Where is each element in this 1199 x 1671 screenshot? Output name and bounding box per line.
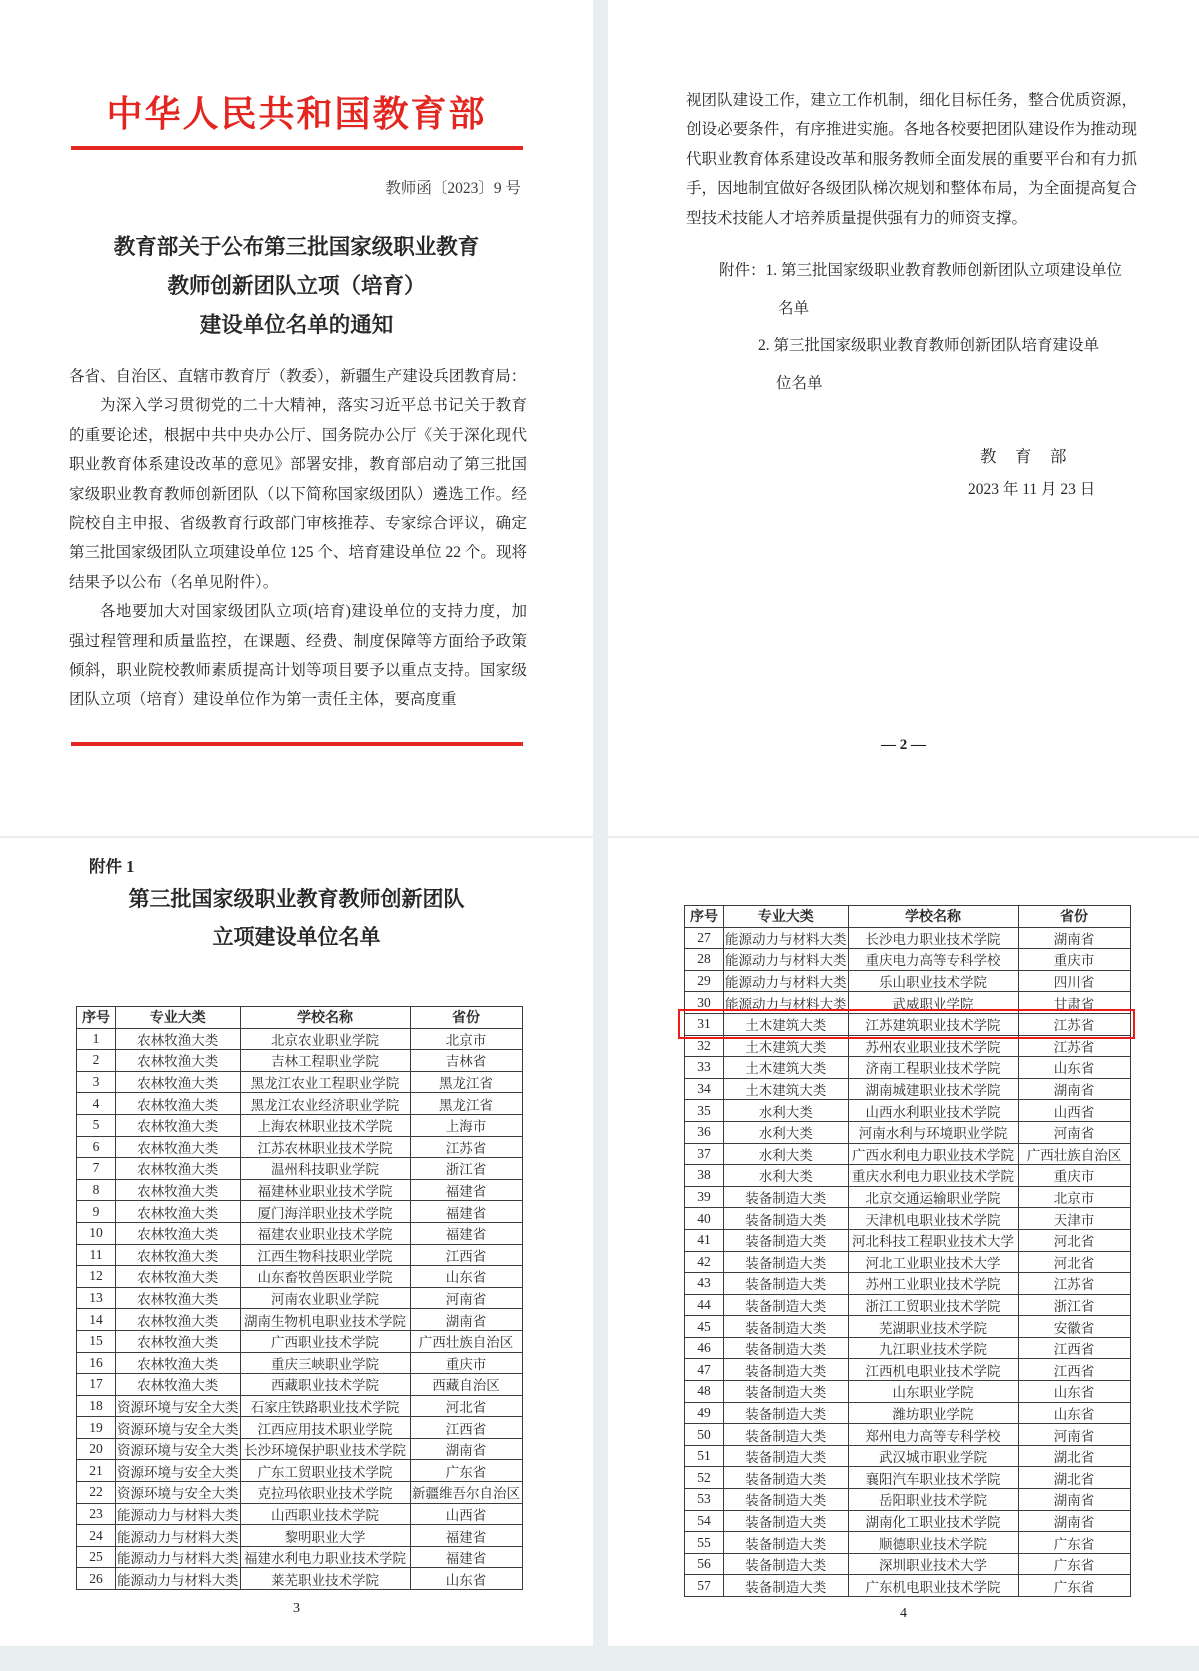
table-row: 33 土木建筑大类 济南工程职业技术学院 山东省: [685, 1057, 1131, 1079]
table-row: 31 土木建筑大类 江苏建筑职业技术学院 江苏省: [685, 1013, 1131, 1035]
table-row: 42 装备制造大类 河北工业职业技术大学 河北省: [685, 1251, 1131, 1273]
notice-title-line: 教育部关于公布第三批国家级职业教育: [113, 235, 480, 259]
notice-title: [0, 228, 593, 345]
letterhead-rule: [71, 146, 523, 150]
table-row: 55 装备制造大类 顺德职业技术学院 广东省: [685, 1532, 1131, 1554]
table-row: 52 装备制造大类 襄阳汽车职业技术学院 湖北省: [685, 1467, 1131, 1489]
units-table-p3: [76, 1006, 523, 1590]
table-row: 22 资源环境与安全大类 克拉玛依职业技术学院 新疆维吾尔自治区: [77, 1482, 523, 1504]
paragraph: 各地要加大对国家级团队立项(培育)建设单位的支持力度，加强过程管理和质量监控，在课题、经费、制度保障等方面给予政策倾斜，职业院校教师素质提高计划等项目要予以重点支持。国家级团队立项（培育）建设单位作为第一责任主体，要高度重: [69, 603, 527, 709]
page-footer-rule: [71, 742, 523, 746]
page-number: 4: [900, 1606, 907, 1621]
table-row: 17 农林牧渔大类 西藏职业技术学院 西藏自治区: [77, 1374, 523, 1396]
table-row: 36 水利大类 河南水利与环境职业学院 河南省: [685, 1121, 1131, 1143]
column-header: 序号: [77, 1007, 116, 1029]
column-header: 序号: [685, 906, 724, 928]
table-row: 7 农林牧渔大类 温州科技职业学院 浙江省: [77, 1158, 523, 1180]
table-row: 23 能源动力与材料大类 山西职业技术学院 山西省: [77, 1503, 523, 1525]
paragraph: 为深入学习贯彻党的二十大精神，落实习近平总书记关于教育的重要论述，根据中共中央办公厅、国务院办公厅《关于深化现代职业教育体系建设改革的意见》部署安排，教育部启动了第三批国家级职业教育教师创新团队（以下简称国家级团队）遴选工作。经院校自主申报、省级教育行政部门审核推荐、专家综合评议，确定第三批国家级团队立项建设单位 125 个、培育建设单位 22 个。现将结果予以公布（名单见附件）。: [69, 397, 527, 591]
table-row: 11 农林牧渔大类 江西生物科技职业学院 江西省: [77, 1244, 523, 1266]
table-row: 13 农林牧渔大类 河南农业职业学院 河南省: [77, 1287, 523, 1309]
table-row: 1 农林牧渔大类 北京农业职业学院 北京市: [77, 1028, 523, 1050]
column-header: 省份: [410, 1007, 522, 1029]
column-header: 专业大类: [116, 1007, 241, 1029]
table-header-row: [77, 1007, 523, 1029]
table-row: 19 资源环境与安全大类 江西应用技术职业学院 江西省: [77, 1417, 523, 1439]
page-4: [608, 838, 1199, 1646]
table-row: 40 装备制造大类 天津机电职业技术学院 天津市: [685, 1208, 1131, 1230]
table-row: 12 农林牧渔大类 山东畜牧兽医职业学院 山东省: [77, 1266, 523, 1288]
attachment-item-wrap: 名单: [778, 299, 810, 317]
table-row: 41 装备制造大类 河北科技工程职业技术大学 河北省: [685, 1229, 1131, 1251]
notice-title-line: 教师创新团队立项（培育）: [167, 274, 426, 298]
table-row: 47 装备制造大类 江西机电职业技术学院 江西省: [685, 1359, 1131, 1381]
table-row: 3 农林牧渔大类 黑龙江农业工程职业学院 黑龙江省: [77, 1071, 523, 1093]
issue-date: 2023 年 11 月 23 日: [968, 481, 1096, 498]
table-row: 2 农林牧渔大类 吉林工程职业学院 吉林省: [77, 1050, 523, 1072]
table-row: 34 土木建筑大类 湖南城建职业技术学院 湖南省: [685, 1078, 1131, 1100]
table-row: 18 资源环境与安全大类 石家庄铁路职业技术学院 河北省: [77, 1395, 523, 1417]
table-row: 37 水利大类 广西水利电力职业技术学院 广西壮族自治区: [685, 1143, 1131, 1165]
page-2: [608, 0, 1199, 836]
table-row: 54 装备制造大类 湖南化工职业技术学院 湖南省: [685, 1510, 1131, 1532]
table-row: 28 能源动力与材料大类 重庆电力高等专科学校 重庆市: [685, 949, 1131, 971]
table-row: 4 农林牧渔大类 黑龙江农业经济职业学院 黑龙江省: [77, 1093, 523, 1115]
column-header: 省份: [1018, 906, 1130, 928]
table-row: 38 水利大类 重庆水利电力职业技术学院 重庆市: [685, 1165, 1131, 1187]
table-row: 5 农林牧渔大类 上海农林职业技术学院 上海市: [77, 1114, 523, 1136]
attachment-title: [0, 880, 593, 956]
table-row: 26 能源动力与材料大类 莱芜职业技术学院 山东省: [77, 1568, 523, 1590]
table-row: 43 装备制造大类 苏州工业职业技术学院 江苏省: [685, 1273, 1131, 1295]
table-row: 48 装备制造大类 山东职业学院 山东省: [685, 1381, 1131, 1403]
attachment-heading: 附件 1: [89, 857, 135, 876]
table-row: 45 装备制造大类 芜湖职业技术学院 安徽省: [685, 1316, 1131, 1338]
page-number: 3: [293, 1601, 300, 1616]
table-row: 46 装备制造大类 九江职业技术学院 江西省: [685, 1337, 1131, 1359]
page-number: — 2 —: [881, 737, 926, 753]
attachment-title-line: 立项建设单位名单: [212, 925, 381, 949]
notice-title-line: 建设单位名单的通知: [199, 313, 394, 337]
page-1: [0, 0, 593, 836]
table-row: 35 水利大类 山西水利职业技术学院 山西省: [685, 1100, 1131, 1122]
notice-body-continued: 视团队建设工作，建立工作机制，细化目标任务，整合优质资源，创设必要条件，有序推进实施。各地各校要把团队建设作为推动现代职业教育体系建设改革和服务教师全面发展的重要平台和有力抓手，因地制宜做好各级团队梯次规划和整体布局，为全面提高复合型技术技能人才培养质量提供强有力的师资支撑。: [686, 92, 1137, 227]
table-row: 25 能源动力与材料大类 福建水利电力职业技术学院 福建省: [77, 1546, 523, 1568]
table-row: 30 能源动力与材料大类 武威职业学院 甘肃省: [685, 992, 1131, 1014]
column-header: 专业大类: [724, 906, 849, 928]
table-row: 14 农林牧渔大类 湖南生物机电职业技术学院 湖南省: [77, 1309, 523, 1331]
table-row: 39 装备制造大类 北京交通运输职业学院 北京市: [685, 1186, 1131, 1208]
notice-body: [69, 362, 527, 715]
table-row: 9 农林牧渔大类 厦门海洋职业技术学院 福建省: [77, 1201, 523, 1223]
column-header: 学校名称: [240, 1007, 410, 1029]
column-header: 学校名称: [848, 906, 1018, 928]
table-row: 56 装备制造大类 深圳职业技术大学 广东省: [685, 1553, 1131, 1575]
table-row: 21 资源环境与安全大类 广东工贸职业技术学院 广东省: [77, 1460, 523, 1482]
table-row: 8 农林牧渔大类 福建林业职业技术学院 福建省: [77, 1179, 523, 1201]
attachment-item: 2. 第三批国家级职业教育教师创新团队培育建设单: [758, 337, 1100, 354]
table-row: 53 装备制造大类 岳阳职业技术学院 湖南省: [685, 1489, 1131, 1511]
attachment-item-wrap: 位名单: [776, 374, 823, 392]
table-row: 50 装备制造大类 郑州电力高等专科学校 河南省: [685, 1424, 1131, 1446]
highlight-box-row-31: [678, 1009, 1135, 1039]
table-header-row: [685, 906, 1131, 928]
table-row: 20 资源环境与安全大类 长沙环境保护职业技术学院 湖南省: [77, 1438, 523, 1460]
table-row: 51 装备制造大类 武汉城市职业学院 湖北省: [685, 1445, 1131, 1467]
table-row: 15 农林牧渔大类 广西职业技术学院 广西壮族自治区: [77, 1330, 523, 1352]
document-number: 教师函〔2023〕9 号: [385, 180, 521, 197]
salutation: 各省、自治区、直辖市教育厅（教委），新疆生产建设兵团教育局：: [69, 368, 527, 385]
table-row: 49 装备制造大类 潍坊职业学院 山东省: [685, 1402, 1131, 1424]
units-table: [76, 1006, 523, 1590]
ministry-letterhead: 中华人民共和国教育部: [106, 94, 487, 134]
table-row: 6 农林牧渔大类 江苏农林职业技术学院 江苏省: [77, 1136, 523, 1158]
attachment-title-line: 第三批国家级职业教育教师创新团队: [128, 887, 465, 911]
table-row: 10 农林牧渔大类 福建农业职业技术学院 福建省: [77, 1222, 523, 1244]
attachment-item: 附件：1. 第三批国家级职业教育教师创新团队立项建设单位: [719, 262, 1123, 279]
issuing-authority: 教 育 部: [980, 447, 1068, 466]
attachment-list: [608, 252, 1199, 402]
table-row: 44 装备制造大类 浙江工贸职业技术学院 浙江省: [685, 1294, 1131, 1316]
table-row: 16 农林牧渔大类 重庆三峡职业学院 重庆市: [77, 1352, 523, 1374]
table-row: 27 能源动力与材料大类 长沙电力职业技术学院 湖南省: [685, 927, 1131, 949]
table-row: 32 土木建筑大类 苏州农业职业技术学院 江苏省: [685, 1035, 1131, 1057]
table-row: 29 能源动力与材料大类 乐山职业技术学院 四川省: [685, 970, 1131, 992]
table-row: 24 能源动力与材料大类 黎明职业大学 福建省: [77, 1525, 523, 1547]
page-3: [0, 838, 593, 1646]
table-row: 57 装备制造大类 广东机电职业技术学院 广东省: [685, 1575, 1131, 1597]
